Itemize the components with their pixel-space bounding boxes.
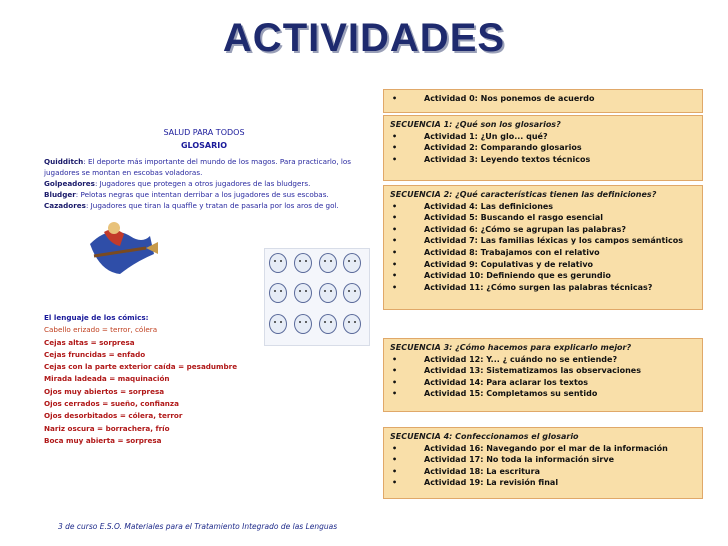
activity-item[interactable]: • Actividad 12: Y... ¿ cuándo no se entiende? (390, 354, 696, 366)
definition-term: Bludger (44, 190, 76, 199)
face-icon (343, 253, 361, 273)
sequence-0-box (383, 89, 703, 113)
activity-item[interactable]: • Actividad 4: Las definiciones (390, 201, 696, 213)
activity-item[interactable]: • Actividad 15: Completamos su sentido (390, 388, 696, 400)
comics-heading: El lenguaje de los cómics: (44, 313, 149, 322)
sequence-heading: SECUENCIA 4: Confeccionamos el glosario (390, 432, 579, 441)
sequence-heading: SECUENCIA 3: ¿Cómo hacemos para explicarlo mejor? (390, 343, 632, 352)
face-icon (294, 253, 312, 273)
sequence-2-box (383, 185, 703, 310)
activity-item[interactable]: • Actividad 17: No toda la información sirve (390, 454, 696, 466)
comics-line: Cejas fruncidas = enfado (44, 349, 146, 359)
quidditch-illustration (80, 214, 160, 284)
comics-line: Cabello erizado = terror, cólera (44, 325, 158, 335)
activity-item[interactable]: • Actividad 6: ¿Cómo se agrupan las palabras? (390, 224, 696, 236)
definition-term: Cazadores (44, 201, 86, 210)
definition-text: : Jugadores que tiran la quaffle y tratan de pasarla por los aros de gol. (85, 201, 339, 210)
salud-heading: SALUD PARA TODOS (163, 128, 245, 137)
definition-text: : Jugadores que protegen a otros jugadores de las bludgers. (94, 179, 311, 188)
footer-text: 3 de curso E.S.O. Materiales para el Tratamiento Integrado de las Lenguas (58, 522, 338, 531)
activity-item[interactable]: • Actividad 5: Buscando el rasgo esencial (390, 212, 696, 224)
glossary-definitions (44, 156, 364, 211)
activity-item[interactable]: • Actividad 11: ¿Cómo surgen las palabras técnicas? (390, 282, 696, 294)
definition-item (44, 156, 364, 178)
comics-language-list (44, 312, 364, 447)
activity-item[interactable]: • Actividad 9: Copulativas y de relativo (390, 259, 696, 271)
definition-term: Quidditch (44, 157, 84, 166)
sequence-4-box (383, 427, 703, 499)
slide-title: ACTIVIDADES (222, 16, 506, 60)
activity-item[interactable]: • Actividad 2: Comparando glosarios (390, 142, 696, 154)
comics-line: Cejas con la parte exterior caída = pesadumbre (44, 362, 238, 372)
sequence-heading: SECUENCIA 1: ¿Qué son los glosarios? (390, 120, 561, 129)
definition-text: : Pelotas negras que intentan derribar a los jugadores de sus escobas. (75, 190, 329, 199)
sequence-1-box (383, 115, 703, 181)
comics-line: Ojos muy abiertos = sorpresa (44, 386, 165, 396)
comics-line: Cejas altas = sorpresa (44, 337, 135, 347)
definition-item (44, 189, 364, 200)
face-icon (319, 253, 337, 273)
activity-item[interactable]: • Actividad 3: Leyendo textos técnicos (390, 154, 696, 166)
activity-item[interactable]: • Actividad 13: Sistematizamos las observaciones (390, 365, 696, 377)
comics-line: Mirada ladeada = maquinación (44, 374, 170, 384)
face-icon (269, 253, 287, 273)
activity-item[interactable]: • Actividad 8: Trabajamos con el relativo (390, 247, 696, 259)
comics-line: Boca muy abierta = sorpresa (44, 435, 162, 445)
definition-term: Golpeadores (44, 179, 95, 188)
definition-text: : El deporte más importante del mundo de los magos. Para practicarlo, los jugadores se montan en escobas voladoras. (44, 157, 352, 177)
sequence-heading: SECUENCIA 2: ¿Qué características tienen las definiciones? (390, 190, 657, 199)
activity-item[interactable]: • Actividad 1: ¿Un glo... qué? (390, 131, 696, 143)
sequence-3-box (383, 338, 703, 412)
face-icon (343, 283, 361, 303)
activity-item[interactable]: • Actividad 0: Nos ponemos de acuerdo (390, 93, 696, 105)
face-icon (294, 283, 312, 303)
activity-item[interactable]: • Actividad 10: Definiendo que es gerundio (390, 270, 696, 282)
face-icon (319, 283, 337, 303)
comics-line: Ojos desorbitados = cólera, terror (44, 411, 183, 421)
activity-item[interactable]: • Actividad 19: La revisión final (390, 477, 696, 489)
glossary-panel (44, 128, 364, 211)
definition-item (44, 200, 364, 211)
definition-item (44, 178, 364, 189)
comics-line: Nariz oscura = borrachera, frío (44, 423, 170, 433)
activity-item[interactable]: • Actividad 16: Navegando por el mar de la información (390, 443, 696, 455)
comics-line: Ojos cerrados = sueño, confianza (44, 399, 179, 409)
activity-item[interactable]: • Actividad 14: Para aclarar los textos (390, 377, 696, 389)
face-icon (269, 283, 287, 303)
glosario-heading: GLOSARIO (180, 141, 228, 150)
activity-item[interactable]: • Actividad 18: La escritura (390, 466, 696, 478)
activity-item[interactable]: • Actividad 7: Las familias léxicas y los campos semánticos (390, 235, 696, 247)
